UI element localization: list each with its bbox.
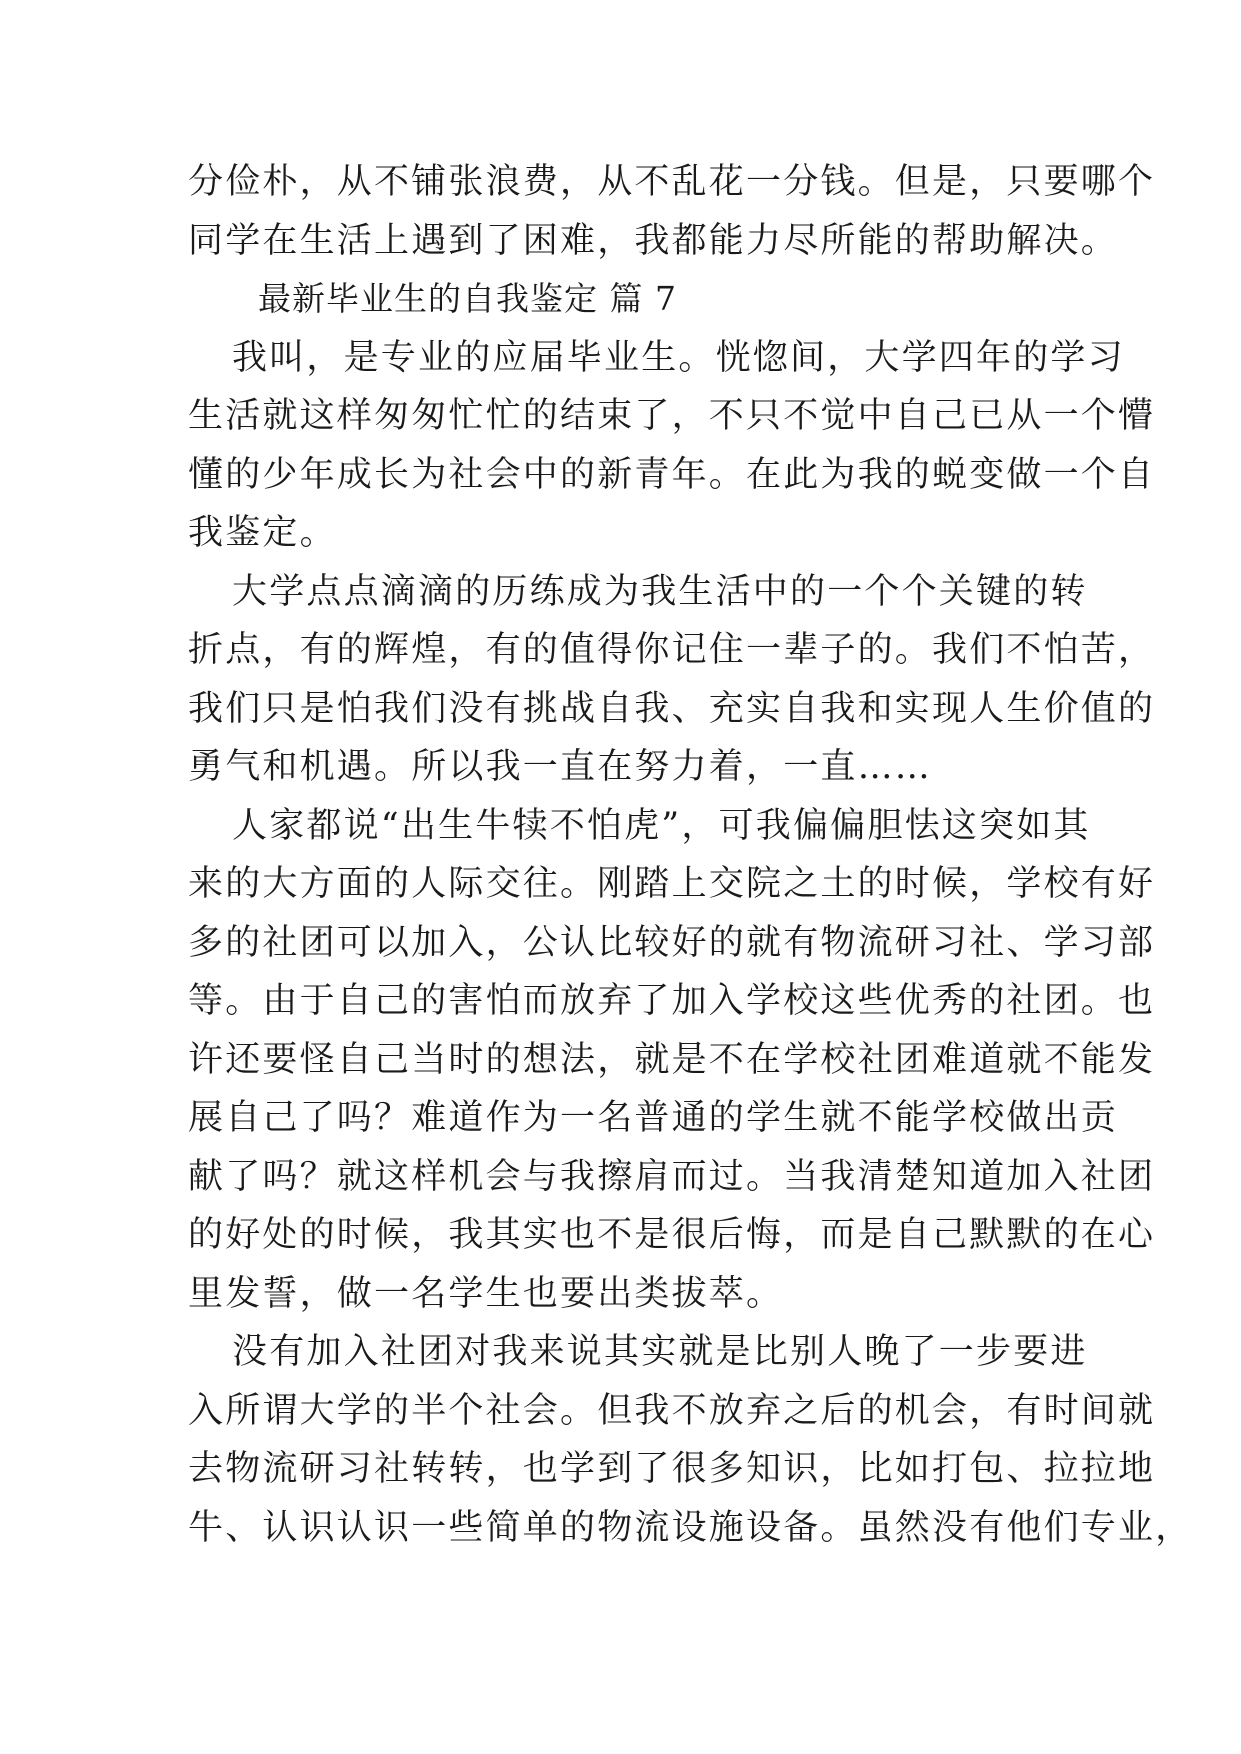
document-body <box>188 153 1193 1557</box>
text-line: 多的社团可以加入，公认比较好的就有物流研习社、学习部 <box>188 922 1156 963</box>
paragraph-5 <box>188 1323 1193 1557</box>
paragraph-2 <box>188 329 1156 563</box>
text-line: 里发誓，做一名学生也要出类拔萃。 <box>188 1273 784 1314</box>
text-line: 去物流研习社转转，也学到了很多知识，比如打包、拉拉地 <box>188 1449 1156 1489</box>
text-line: 折点，有的辉煌，有的值得你记住一辈子的。我们不怕苦， <box>188 630 1156 670</box>
paragraph-3 <box>188 563 1156 797</box>
text-line: 我叫，是专业的应届毕业生。恍惚间，大学四年的学习 <box>232 337 1125 378</box>
text-line: 分俭朴，从不铺张浪费，从不乱花一分钱。但是，只要哪个 <box>188 162 1156 202</box>
paragraph-4 <box>188 797 1156 1324</box>
text-line: 我们只是怕我们没有挑战自我、充实自我和实现人生价值的 <box>188 688 1156 729</box>
text-line: 懂的少年成长为社会中的新青年。在此为我的蜕变做一个自 <box>188 454 1156 495</box>
heading-line: 最新毕业生的自我鉴定 篇 7 <box>258 279 677 318</box>
text-line: 人家都说“出生牛犊不怕虎”，可我偏偏胆怯这突如其 <box>232 805 1091 846</box>
paragraph-1 <box>188 153 1156 270</box>
text-line: 牛、认识认识一些简单的物流设施设备。虽然没有他们专业， <box>188 1507 1193 1548</box>
text-line: 生活就这样匆匆忙忙的结束了，不只不觉中自己已从一个懵 <box>188 396 1156 436</box>
text-line: 的好处的时候，我其实也不是很后悔，而是自己默默的在心 <box>188 1215 1156 1255</box>
text-line: 献了吗？就这样机会与我擦肩而过。当我清楚知道加入社团 <box>188 1156 1156 1197</box>
section-heading <box>188 270 1068 329</box>
text-line: 等。由于自己的害怕而放弃了加入学校这些优秀的社团。也 <box>188 981 1156 1021</box>
text-line: 大学点点滴滴的历练成为我生活中的一个个关键的转 <box>232 571 1088 612</box>
text-line: 我鉴定。 <box>188 513 337 553</box>
text-line: 同学在生活上遇到了困难，我都能力尽所能的帮助解决。 <box>188 220 1119 261</box>
text-line: 来的大方面的人际交往。刚踏上交院之土的时候，学校有好 <box>188 864 1156 904</box>
text-line: 没有加入社团对我来说其实就是比别人晚了一步要进 <box>232 1332 1088 1372</box>
text-line: 勇气和机遇。所以我一直在努力着，一直…… <box>188 747 933 787</box>
text-line: 展自己了吗？难道作为一名普通的学生就不能学校做出贡 <box>188 1098 1119 1138</box>
text-line: 许还要怪自己当时的想法，就是不在学校社团难道就不能发 <box>188 1039 1156 1080</box>
text-line: 入所谓大学的半个社会。但我不放弃之后的机会，有时间就 <box>188 1390 1156 1431</box>
